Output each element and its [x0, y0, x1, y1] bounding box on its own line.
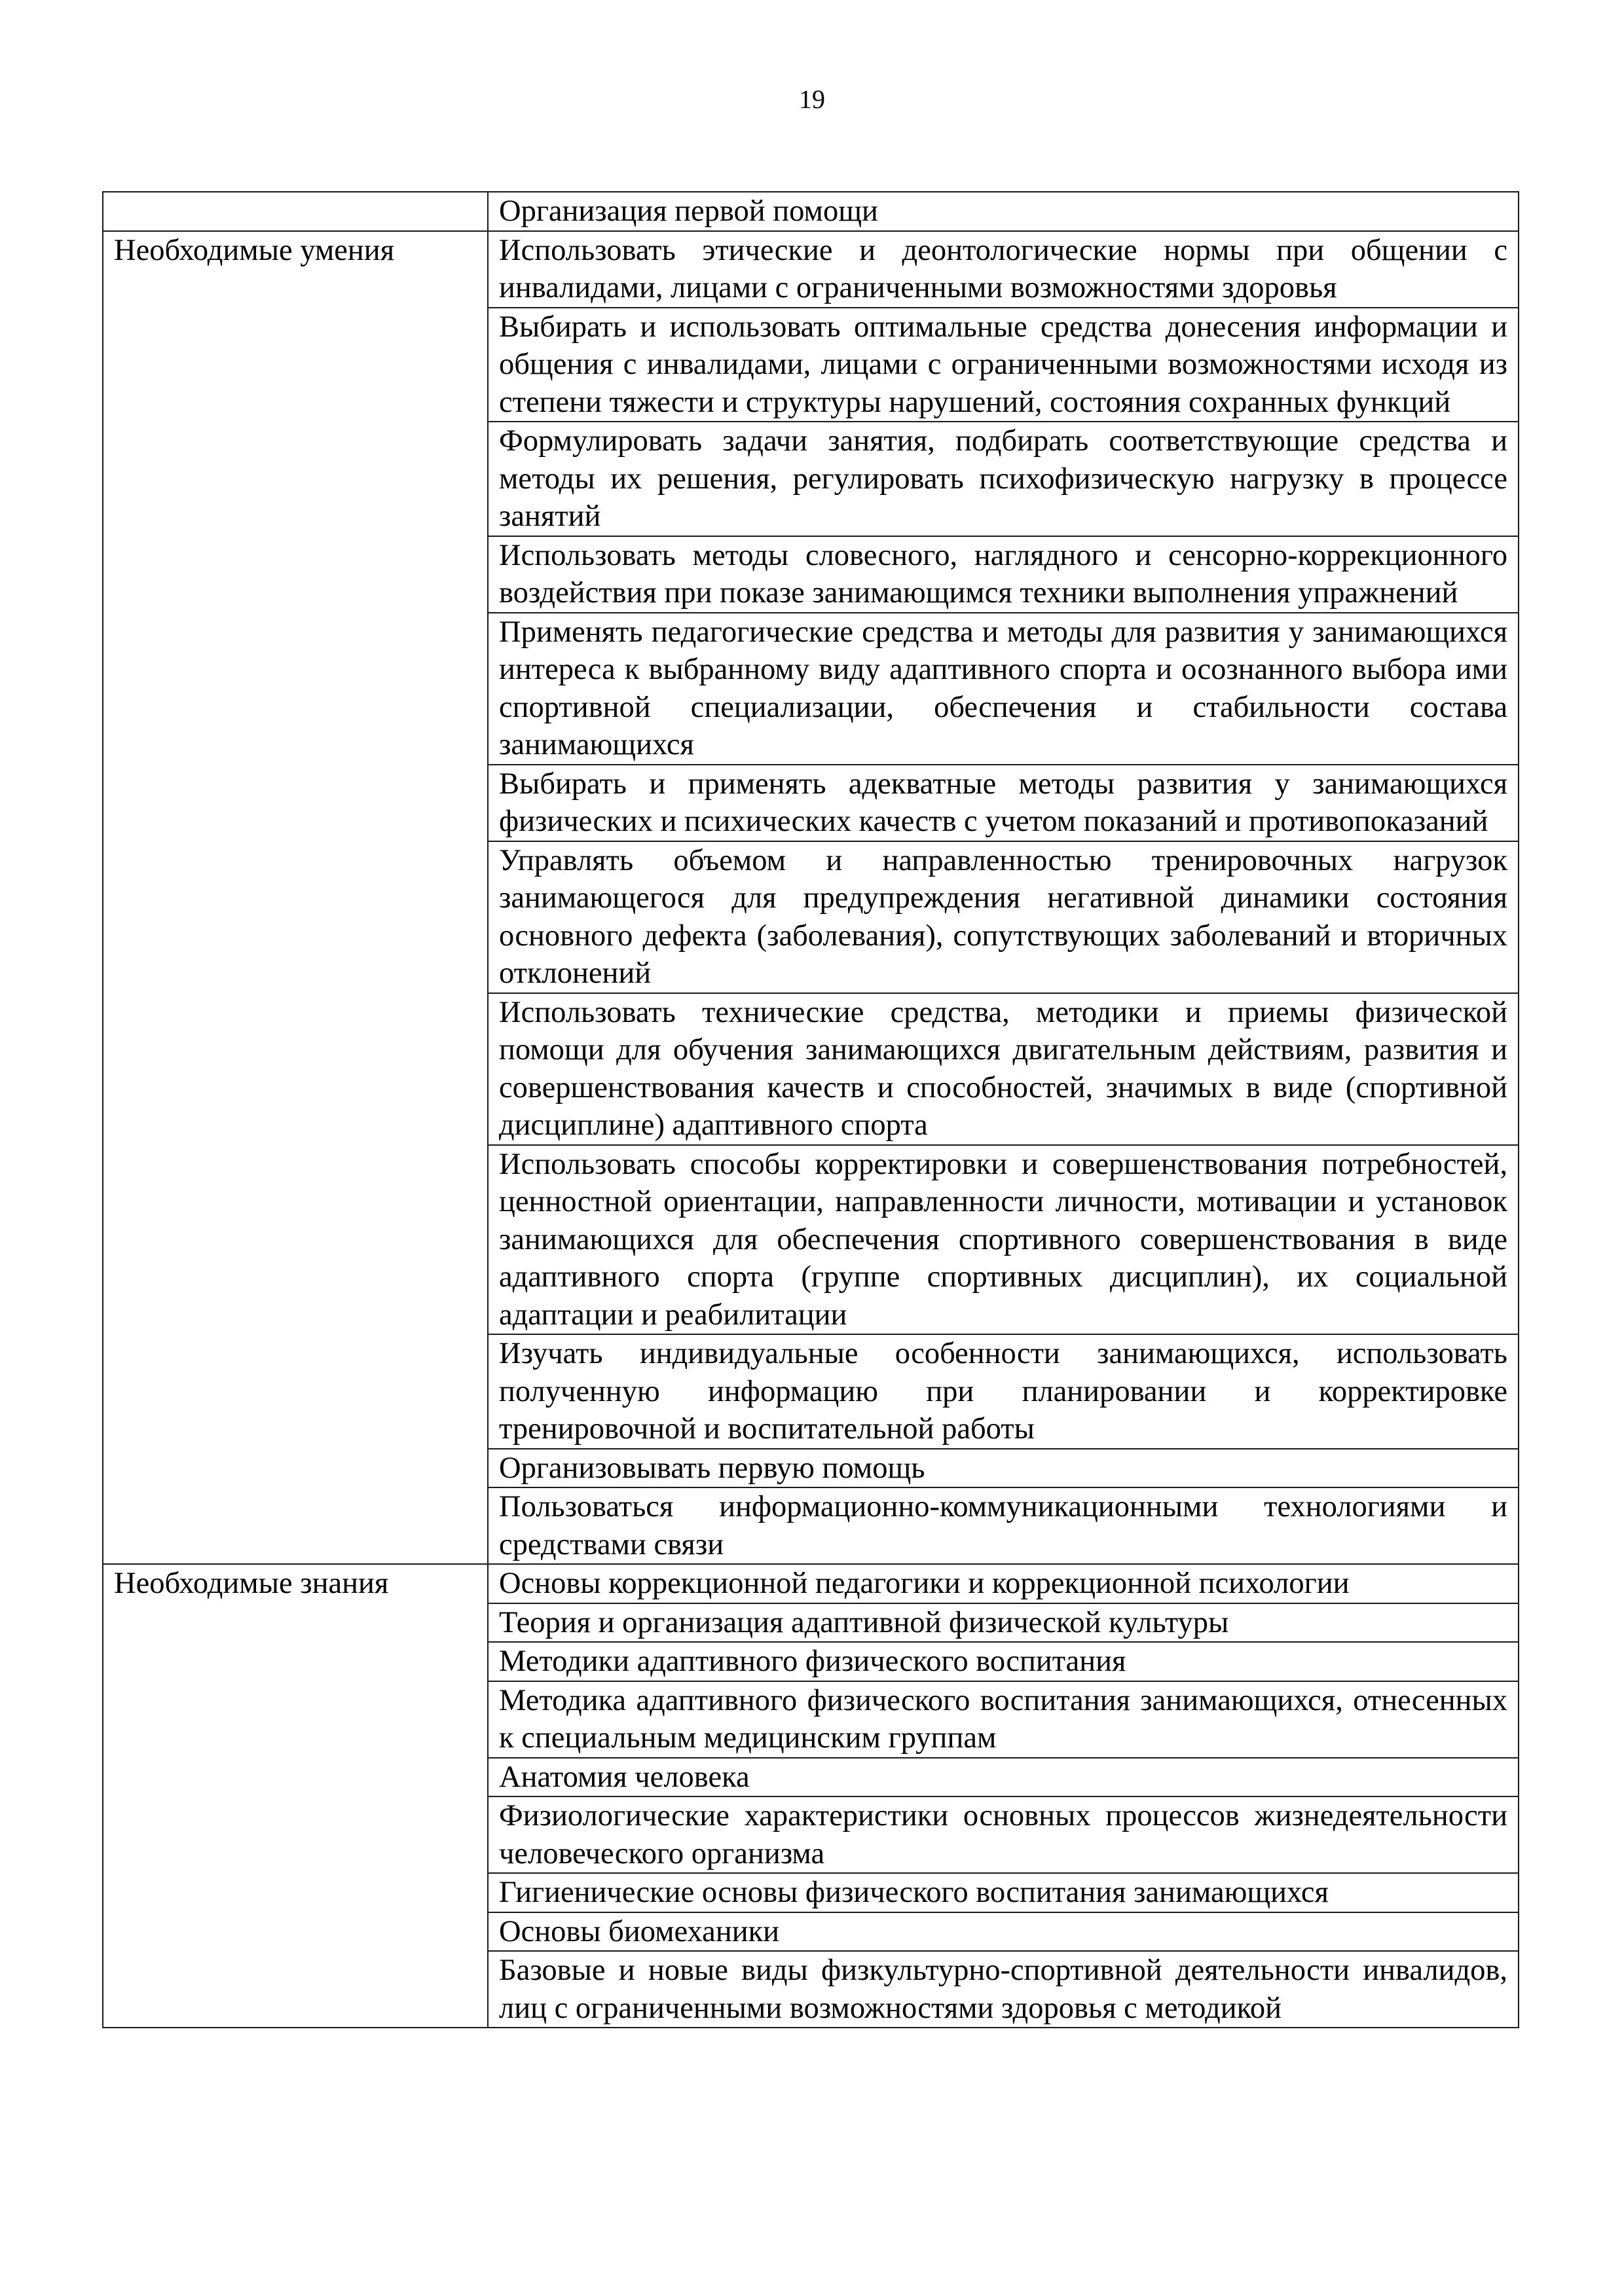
requirements-table	[102, 191, 1519, 2028]
row-item-cell: Организация первой помощи	[488, 192, 1519, 231]
section-item-cell: Основы коррекционной педагогики и коррекционной психологии	[488, 1564, 1519, 1603]
section-item-cell: Использовать технические средства, методики и приемы физической помощи для обучения занимающихся двигательным действиям, развития и совершенствования качеств и способностей, значимых в виде (спортивной дисциплине) адаптивного спорта	[488, 993, 1519, 1145]
section-item-cell: Базовые и новые виды физкультурно-спортивной деятельности инвалидов, лиц с ограниченными возможностями здоровья с методикой	[488, 1951, 1519, 2028]
section-item-cell: Методики адаптивного физического воспитания	[488, 1642, 1519, 1681]
section-label-cell: Необходимые знания	[103, 1564, 488, 2028]
section-item-cell: Теория и организация адаптивной физической культуры	[488, 1603, 1519, 1643]
section-item-cell: Методика адаптивного физического воспитания занимающихся, отнесенных к специальным медицинским группам	[488, 1681, 1519, 1758]
table-body	[103, 192, 1519, 2028]
section-item-cell: Использовать методы словесного, наглядного и сенсорно-коррекционного воздействия при показе занимающимся техники выполнения упражнений	[488, 536, 1519, 613]
section-item-cell: Применять педагогические средства и методы для развития у занимающихся интереса к выбранному виду адаптивного спорта и осознанного выбора ими спортивной специализации, обеспечения и стабильности состава занимающихся	[488, 613, 1519, 765]
section-item-cell: Выбирать и применять адекватные методы развития у занимающихся физических и психических качеств с учетом показаний и противопоказаний	[488, 765, 1519, 841]
page-number: 19	[799, 84, 825, 114]
section-item-cell: Основы биомеханики	[488, 1912, 1519, 1952]
table-row	[103, 1564, 1519, 1603]
section-item-cell: Гигиенические основы физического воспитания занимающихся	[488, 1873, 1519, 1912]
section-item-cell: Анатомия человека	[488, 1758, 1519, 1797]
row-label-cell	[103, 192, 488, 231]
section-item-cell: Физиологические характеристики основных процессов жизнедеятельности человеческого организма	[488, 1796, 1519, 1873]
section-item-cell: Выбирать и использовать оптимальные средства донесения информации и общения с инвалидами, лицами с ограниченными возможностями исходя из степени тяжести и структуры нарушений, состояния сохранных функций	[488, 308, 1519, 422]
section-item-cell: Использовать этические и деонтологические нормы при общении с инвалидами, лицами с ограниченными возможностями здоровья	[488, 231, 1519, 308]
section-item-cell: Изучать индивидуальные особенности занимающихся, использовать полученную информацию при планировании и корректировке тренировочной и воспитательной работы	[488, 1334, 1519, 1449]
table-row	[103, 231, 1519, 308]
section-label-cell: Необходимые умения	[103, 231, 488, 1565]
table-row	[103, 192, 1519, 231]
section-item-cell: Использовать способы корректировки и совершенствования потребностей, ценностной ориентации, направленности личности, мотивации и установок занимающихся для обеспечения спортивного совершенствования в виде адаптивного спорта (группе спортивных дисциплин), их социальной адаптации и реабилитации	[488, 1145, 1519, 1335]
section-item-cell: Пользоваться информационно-коммуникационными технологиями и средствами связи	[488, 1487, 1519, 1564]
section-item-cell: Управлять объемом и направленностью тренировочных нагрузок занимающегося для предупреждения негативной динамики состояния основного дефекта (заболевания), сопутствующих заболеваний и вторичных отклонений	[488, 841, 1519, 993]
section-item-cell: Организовывать первую помощь	[488, 1449, 1519, 1488]
section-item-cell: Формулировать задачи занятия, подбирать соответствующие средства и методы их решения, регулировать психофизическую нагрузку в процессе занятий	[488, 422, 1519, 536]
